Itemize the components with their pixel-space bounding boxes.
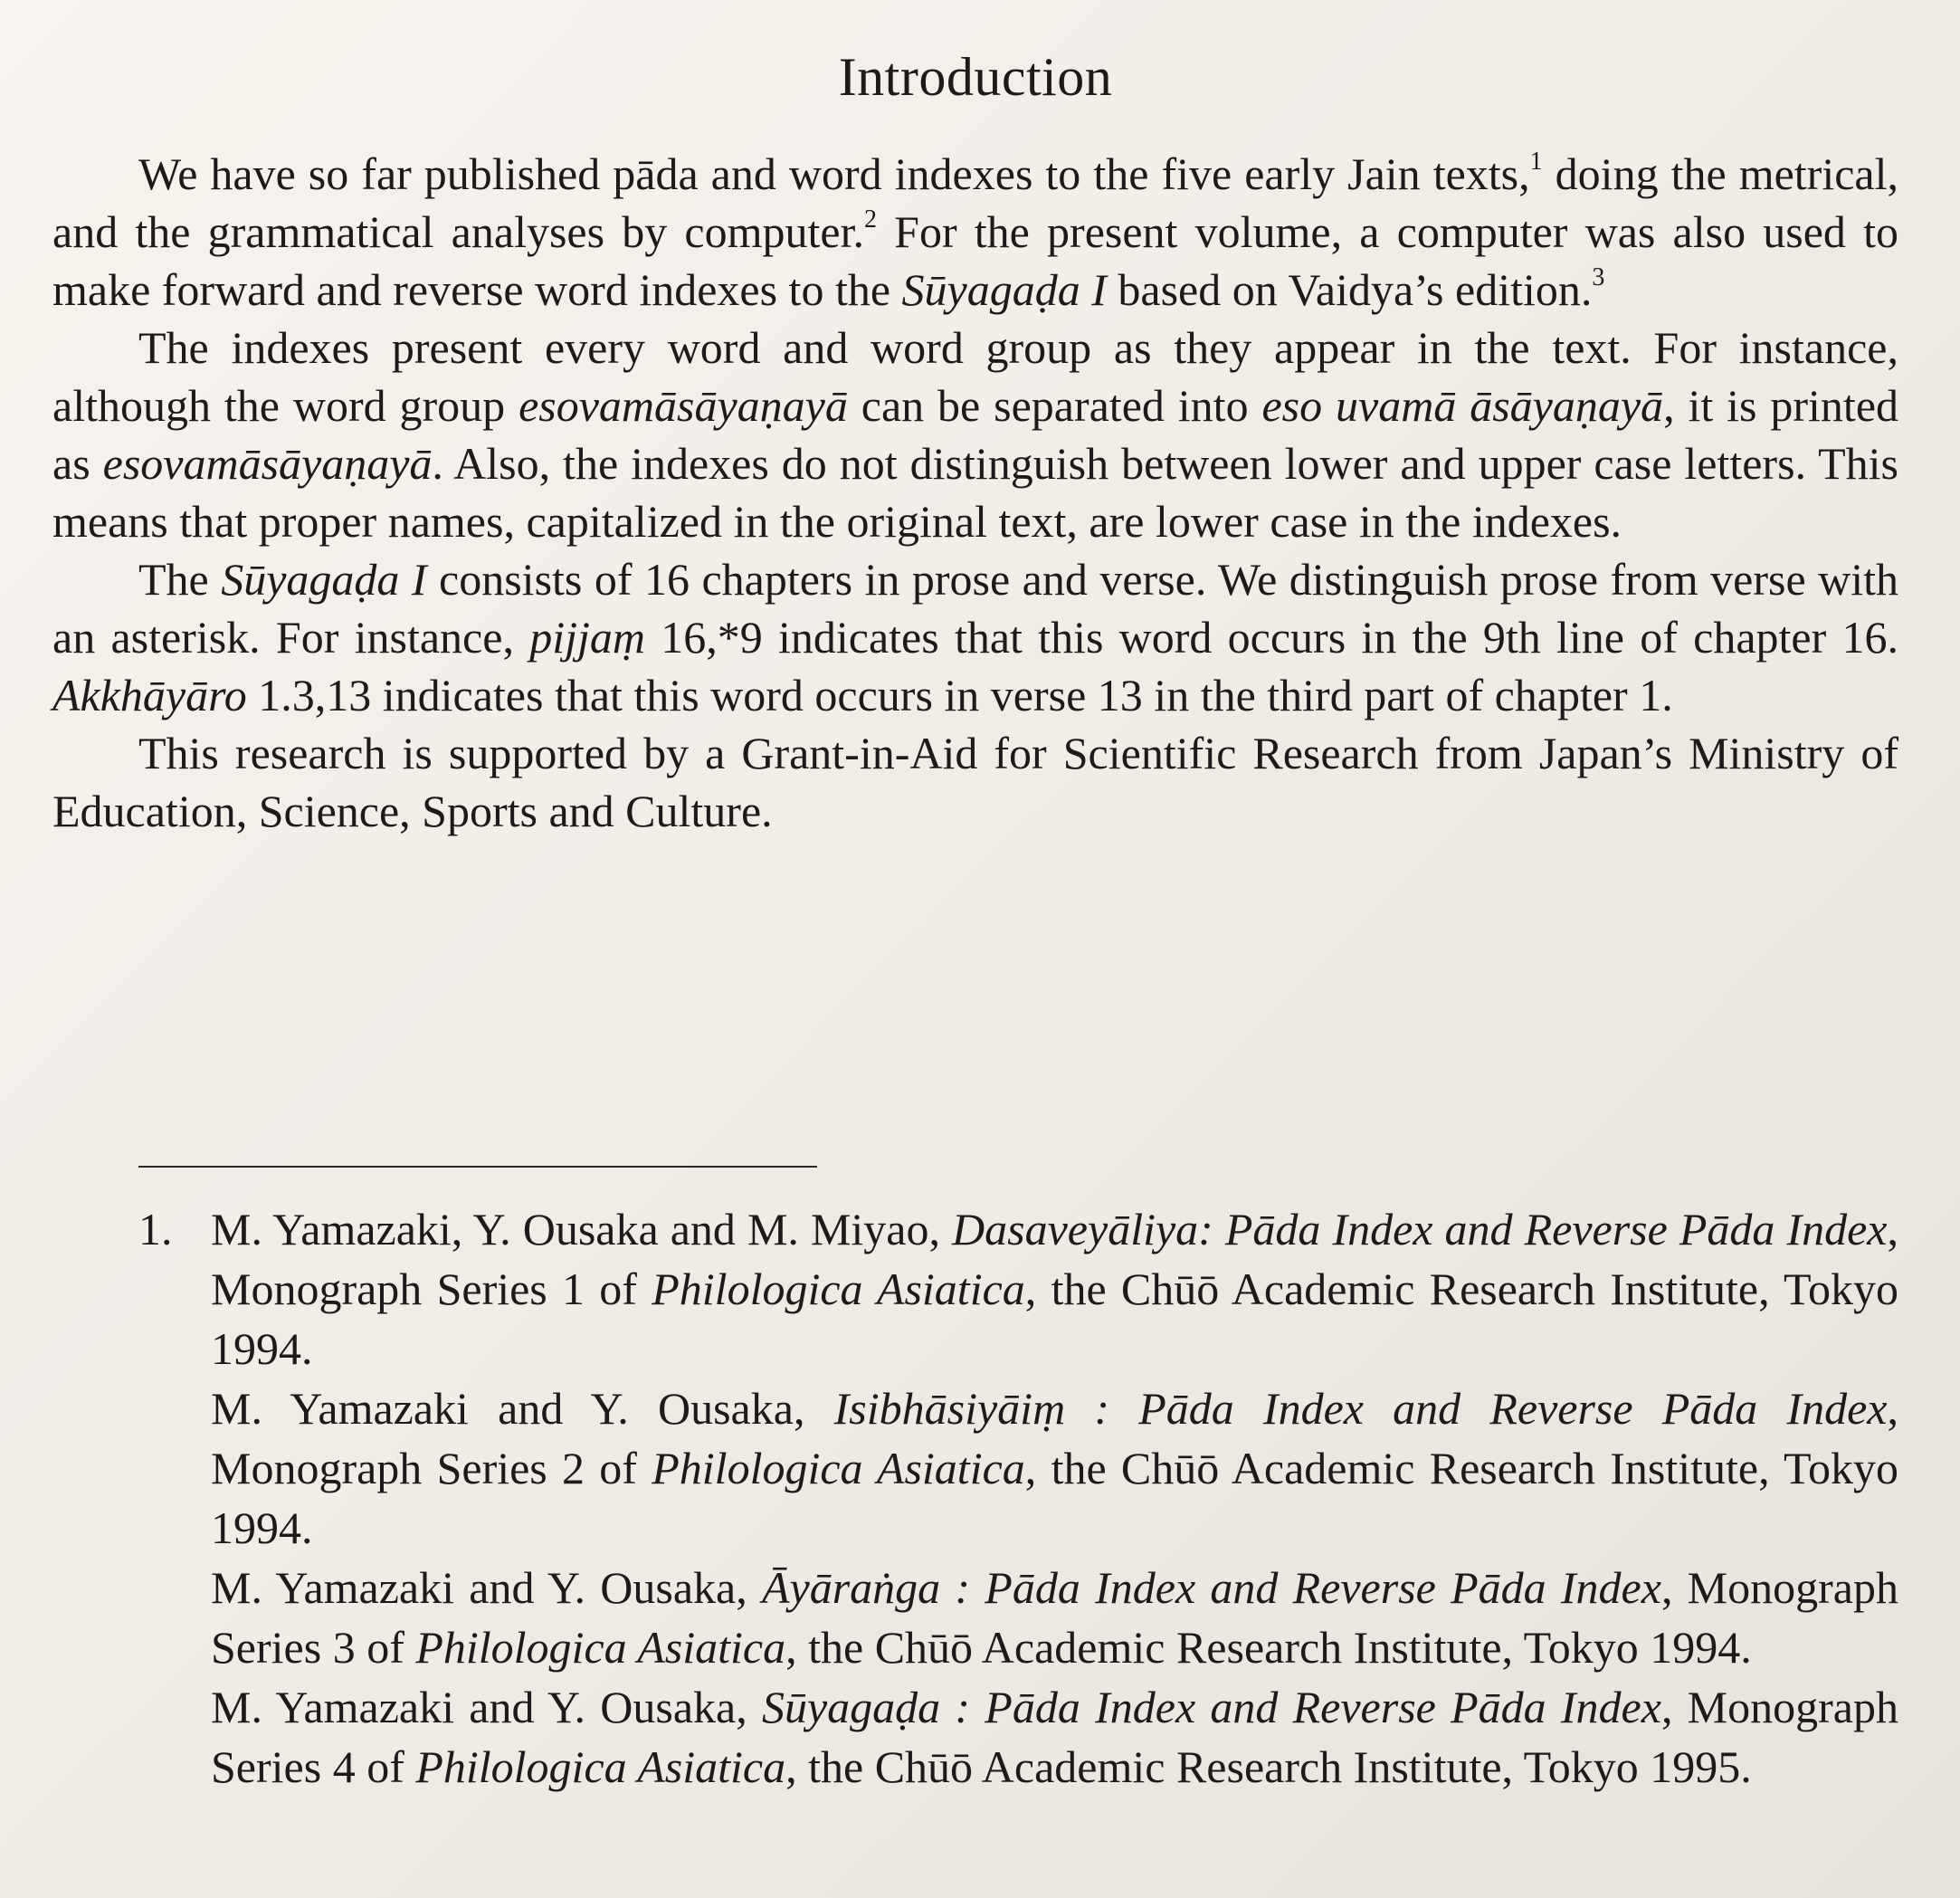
entry-publisher: , the Chūō Academic Research Institute, Tokyo 1995. — [785, 1741, 1752, 1792]
italic-text: esovamāsāyaṇayā — [102, 438, 433, 489]
paragraph-publications — [52, 145, 1898, 319]
footnote-1 — [138, 1199, 1898, 1797]
entry-title: Āyāraṅga : Pāda Index and Reverse Pāda Index — [761, 1562, 1661, 1613]
footnotes-section — [138, 1199, 1898, 1797]
entry-title: Isibhāsiyāiṃ : Pāda Index and Reverse Pāda Index — [833, 1383, 1888, 1434]
entry-publisher: , the Chūō Academic Research Institute, Tokyo 1994. — [785, 1622, 1752, 1673]
text-span: , it is printed as — [52, 380, 1899, 489]
text-span: 1.3,13 indicates that this word occurs in verse 13 in the third part of chapter 1. — [246, 670, 1673, 720]
entry-publisher: , the Chūō Academic Research Institute, Tokyo 1994. — [211, 1264, 1899, 1374]
entry-title: Sūyagaḍa : Pāda Index and Reverse Pāda Index — [761, 1682, 1661, 1732]
italic-text: pijjaṃ — [529, 612, 645, 663]
entry-series: , Monograph Series 2 of — [211, 1383, 1898, 1493]
entry-journal: Philologica Asiatica — [652, 1264, 1025, 1314]
footnote-number: 1. — [138, 1204, 173, 1254]
entry-series: , Monograph Series 3 of — [211, 1562, 1898, 1673]
entry-title: Dasaveyāliya: Pāda Index and Reverse Pāda Index — [952, 1204, 1888, 1254]
paragraph-indexes — [52, 319, 1898, 550]
footnote-entry — [211, 1677, 1898, 1797]
footnote-divider — [138, 1166, 817, 1168]
entry-series: , Monograph Series 1 of — [211, 1204, 1898, 1314]
italic-text: Sūyagaḍa I — [901, 264, 1107, 315]
text-span: 16,*9 indicates that this word occurs in the 9th line of chapter 16. — [645, 612, 1899, 663]
footnote-ref-1: 1 — [1529, 148, 1543, 176]
entry-authors: M. Yamazaki and Y. Ousaka, — [211, 1682, 762, 1732]
introduction-body — [52, 145, 1898, 840]
text-span: The indexes present every word and word group as they appear in the text. For instance, although the word group — [52, 322, 1898, 431]
footnote-ref-3: 3 — [1592, 263, 1605, 291]
paragraph-chapters — [52, 550, 1898, 724]
paragraph-acknowledgement: This research is supported by a Grant-in-Aid for Scientific Research from Japan’s Ministry of Education, Science, Sports and Culture. — [52, 728, 1898, 836]
italic-text: esovamāsāyaṇayā — [519, 380, 848, 431]
text-span: The — [138, 554, 222, 605]
footnote-entry — [211, 1199, 1898, 1378]
italic-text: Akkhāyāro — [52, 670, 247, 720]
entry-journal: Philologica Asiatica — [415, 1622, 786, 1673]
text-span: based on Vaidya’s edition. — [1106, 264, 1593, 315]
footnote-entry — [211, 1378, 1898, 1558]
entry-authors: M. Yamazaki and Y. Ousaka, — [211, 1562, 762, 1613]
entry-publisher: , the Chūō Academic Research Institute, Tokyo 1994. — [211, 1443, 1899, 1553]
text-span: consists of 16 chapters in prose and verse. We distinguish prose from verse with an asterisk. For instance, — [52, 554, 1899, 663]
text-span: doing the metrical, and the grammatical analyses by computer. — [52, 148, 1898, 257]
text-span: For the present volume, a computer was also used to make forward and reverse word indexes to the — [52, 206, 1898, 315]
entry-authors: M. Yamazaki and Y. Ousaka, — [211, 1383, 834, 1434]
page-title: Introduction — [838, 47, 1113, 108]
italic-text: Sūyagaḍa I — [221, 554, 427, 605]
book-page — [52, 0, 1898, 1898]
italic-text: eso uvamā āsāyaṇayā — [1261, 380, 1664, 431]
text-span: . Also, the indexes do not distinguish between lower and upper case letters. This means that proper names, capitalized in the original text, are lower case in the indexes. — [52, 438, 1898, 547]
entry-series: , Monograph Series 4 of — [211, 1682, 1898, 1792]
entry-authors: M. Yamazaki, Y. Ousaka and M. Miyao, — [211, 1204, 953, 1254]
entry-journal: Philologica Asiatica — [652, 1443, 1025, 1493]
text-span: can be separated into — [847, 380, 1262, 431]
footnote-ref-2: 2 — [863, 205, 877, 234]
footnote-entry — [211, 1558, 1898, 1677]
entry-journal: Philologica Asiatica — [415, 1741, 786, 1792]
text-span: We have so far published pāda and word indexes to the five early Jain texts, — [138, 148, 1530, 199]
